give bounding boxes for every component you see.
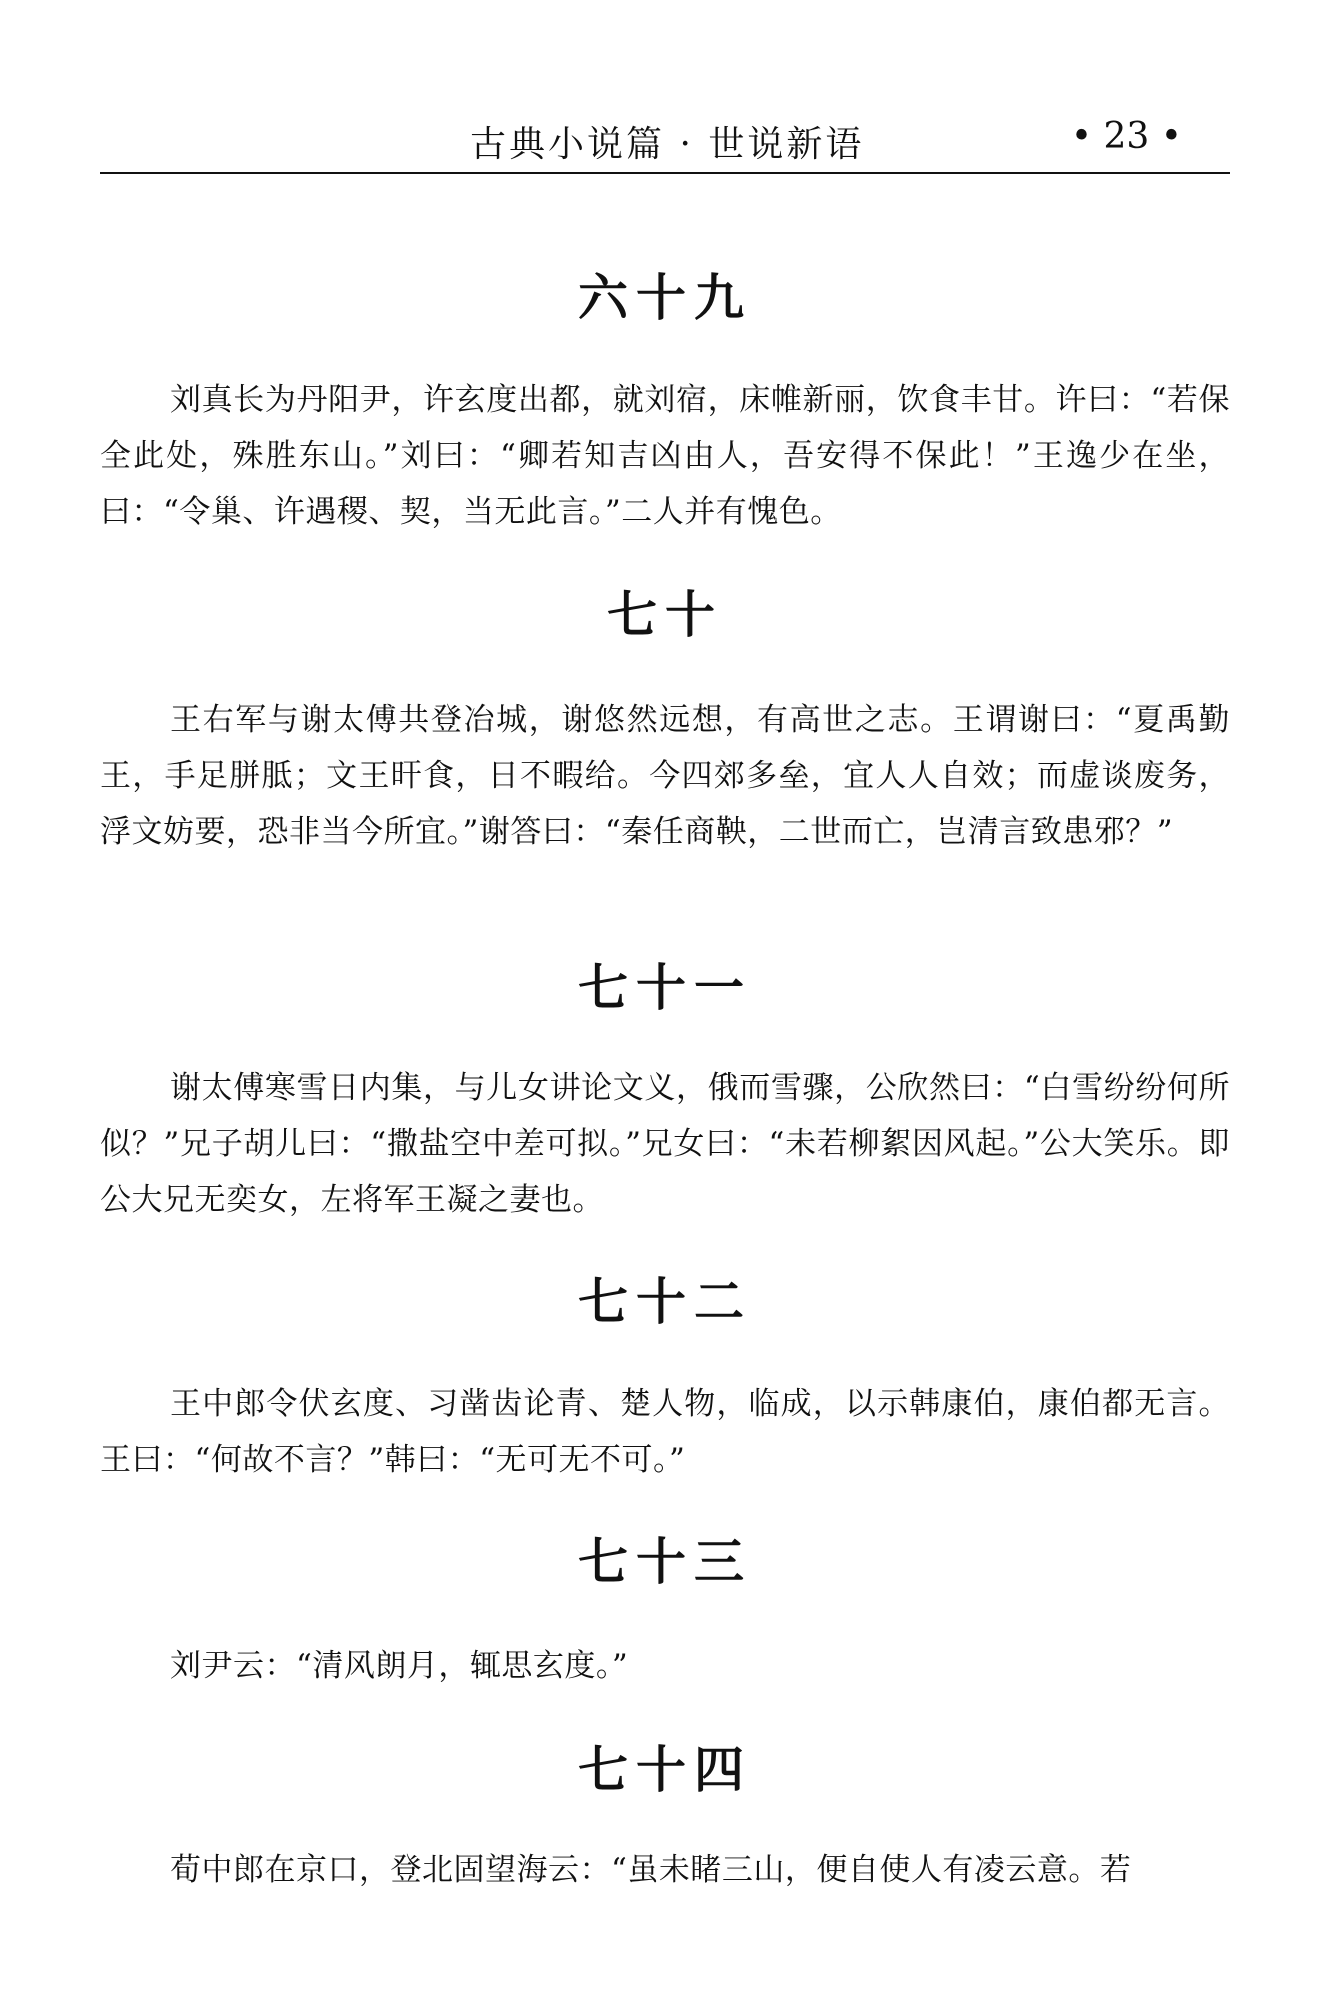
section-heading: 七十三 xyxy=(578,1533,752,1591)
section-heading: 六十九 xyxy=(578,269,752,327)
section-heading: 七十 xyxy=(607,586,723,644)
section-paragraph: 王右军与谢太傅共登冶城，谢悠然远想，有高世之志。王谓谢曰：“夏禹勤王，手足胼胝；文王旰食，日不暇给。今四郊多垒，宜人人自效；而虚谈废务，浮文妨要，恐非当今所宜。”谢答曰：“秦任商鞅，二世而亡，岂清言致患邪？” xyxy=(100,702,1230,850)
section-heading: 七十一 xyxy=(578,959,752,1017)
page-number: • 23 • xyxy=(1070,116,1182,157)
page-header xyxy=(100,110,1230,174)
running-title: 古典小说篇 · 世说新语 xyxy=(470,124,865,165)
section-paragraph: 刘尹云：“清风朗月，辄思玄度。” xyxy=(170,1648,629,1684)
section-paragraph: 王中郎令伏玄度、习凿齿论青、楚人物，临成，以示韩康伯，康伯都无言。王曰：“何故不言？”韩曰：“无可无不可。” xyxy=(100,1386,1230,1478)
section-paragraph: 谢太傅寒雪日内集，与儿女讲论文义，俄而雪骤，公欣然曰：“白雪纷纷何所似？”兄子胡儿曰：“撒盐空中差可拟。”兄女曰：“未若柳絮因风起。”公大笑乐。即公大兄无奕女，左将军王凝之妻也。 xyxy=(100,1070,1230,1218)
section-paragraph: 刘真长为丹阳尹，许玄度出都，就刘宿，床帷新丽，饮食丰甘。许曰：“若保全此处，殊胜东山。”刘曰：“卿若知吉凶由人，吾安得不保此！”王逸少在坐，曰：“令巢、许遇稷、契，当无此言。”二人并有愧色。 xyxy=(100,382,1230,530)
section-paragraph: 荀中郎在京口，登北固望海云：“虽未睹三山，便自使人有凌云意。若 xyxy=(170,1852,1132,1888)
section-heading: 七十二 xyxy=(578,1273,752,1331)
section-heading: 七十四 xyxy=(578,1741,752,1799)
